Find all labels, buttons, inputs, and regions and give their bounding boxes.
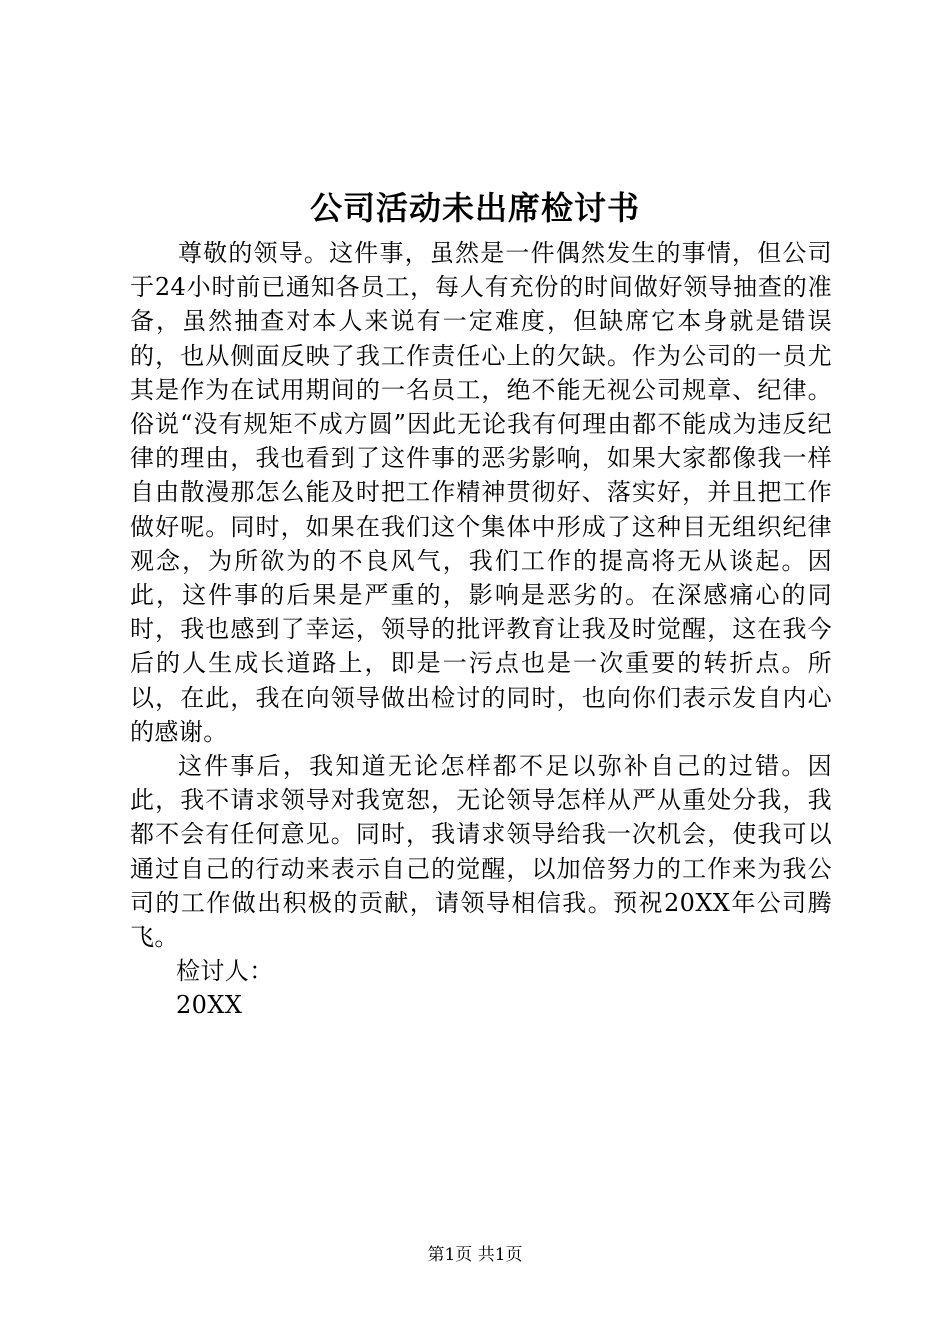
signature-label: 检讨人： xyxy=(176,957,274,986)
page-footer: 第1页 共1页 xyxy=(427,1245,523,1265)
paragraph-2: 这件事后，我知道无论怎样都不足以弥补自己的过错。因此，我不请求领导对我宽恕，无论领导怎样从严从重处分我，我都不会有任何意见。同时，我请求领导给我一次机会，使我可以通过自己的行动来表示自己的觉醒，以加倍努力的工作来为我公司的工作做出积极的贡献，请领导相信我。预祝20XX年公司腾飞。 xyxy=(130,752,832,952)
document-body xyxy=(130,236,832,1023)
page-title: 公司活动未出席检讨书 xyxy=(309,189,640,227)
signature-date: 20XX xyxy=(176,991,243,1020)
paragraph-1: 尊敬的领导。这件事，虽然是一件偶然发生的事情，但公司于24小时前已通知各员工，每人有充份的时间做好领导抽查的准备，虽然抽查对本人来说有一定难度，但缺席它本身就是错误的，也从侧面反映了我工作责任心上的欠缺。作为公司的一员尤其是作为在试用期间的一名员工，绝不能无视公司规章、纪律。俗说“没有规矩不成方圆”因此无论我有何理由都不能成为违反纪律的理由，我也看到了这件事的恶劣影响，如果大家都像我一样自由散漫那怎么能及时把工作精神贯彻好、落实好，并且把工作做好呢。同时，如果在我们这个集体中形成了这种目无组织纪律观念，为所欲为的不良风气，我们工作的提高将无从谈起。因此，这件事的后果是严重的，影响是恶劣的。在深感痛心的同时，我也感到了幸运，领导的批评教育让我及时觉醒，这在我今后的人生成长道路上，即是一污点也是一次重要的转折点。所以，在此，我在向领导做出检讨的同时，也向你们表示发自内心的感谢。 xyxy=(130,239,832,746)
